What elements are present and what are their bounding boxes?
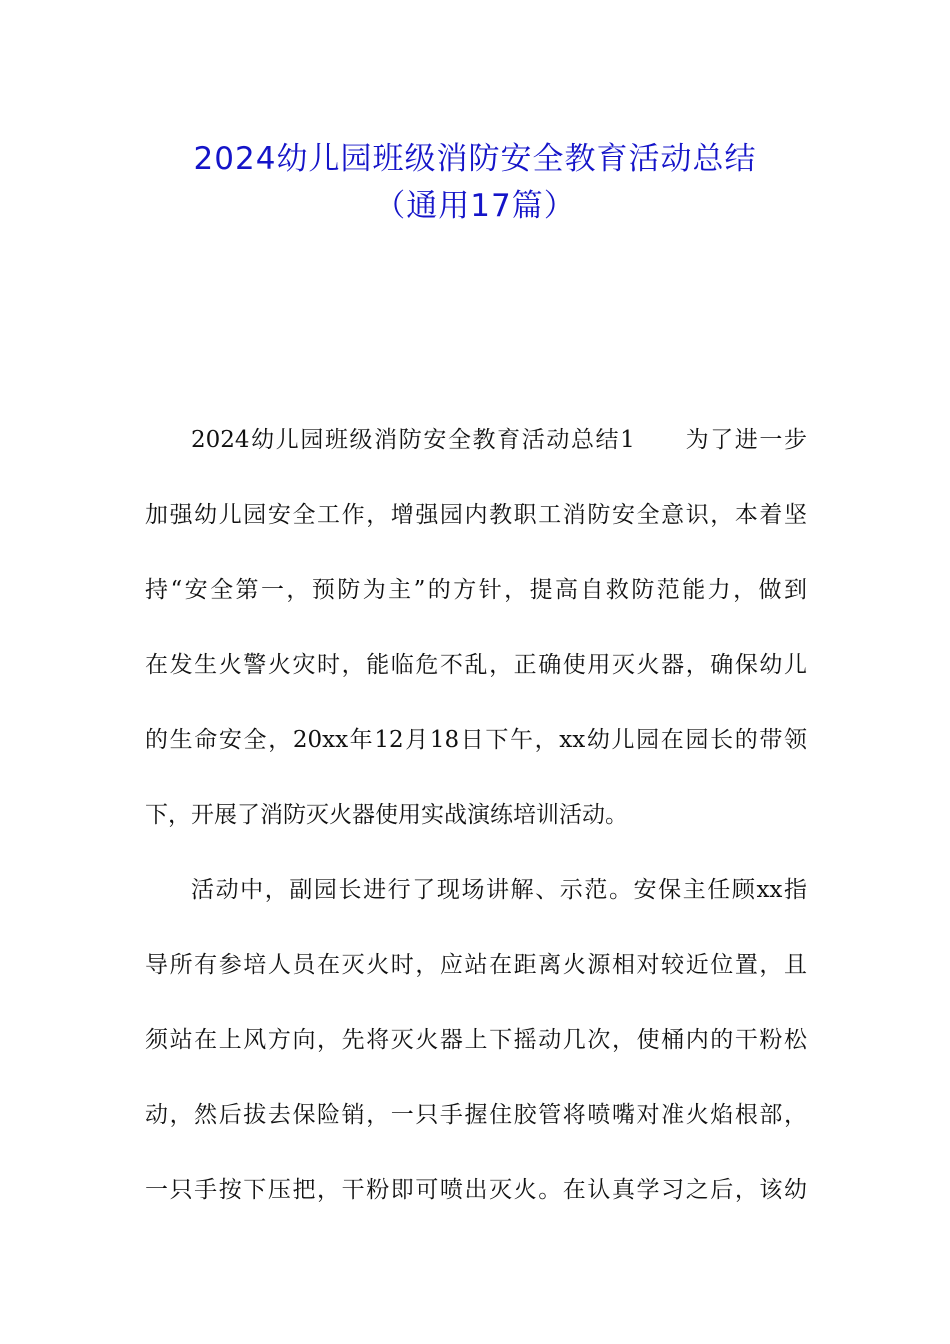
paragraph-line: 2024幼儿园班级消防安全教育活动总结1 为了进一步 [191, 427, 807, 453]
paragraph-line: 活动中，副园长进行了现场讲解、示范。安保主任顾xx指 [191, 877, 807, 903]
paragraph-line: 导所有参培人员在灭火时，应站在距离火源相对较近位置，且 [145, 952, 807, 978]
paragraph-line: 的生命安全，20xx年12月18日下午，xx幼儿园在园长的带领 [145, 727, 807, 753]
document-subtitle: （通用17篇） [374, 188, 576, 224]
paragraph-line: 下，开展了消防灭火器使用实战演练培训活动。 [145, 802, 628, 828]
paragraph-2 [145, 871, 807, 1246]
paragraph-line: 须站在上风方向，先将灭火器上下摇动几次，使桶内的干粉松 [145, 1027, 807, 1053]
paragraph-line: 持“安全第一，预防为主”的方针，提高自救防范能力，做到 [145, 577, 807, 603]
paragraph-1 [145, 421, 807, 871]
paragraph-line: 在发生火警火灾时，能临危不乱，正确使用灭火器，确保幼儿 [145, 652, 807, 678]
paragraph-line: 一只手按下压把，干粉即可喷出灭火。在认真学习之后，该幼 [145, 1177, 807, 1203]
document-title: 2024幼儿园班级消防安全教育活动总结 [193, 141, 757, 177]
paragraph-line: 加强幼儿园安全工作，增强园内教职工消防安全意识，本着坚 [145, 502, 807, 528]
document-body [145, 421, 807, 1246]
paragraph-line: 动，然后拔去保险销，一只手握住胶管将喷嘴对准火焰根部， [145, 1102, 807, 1128]
